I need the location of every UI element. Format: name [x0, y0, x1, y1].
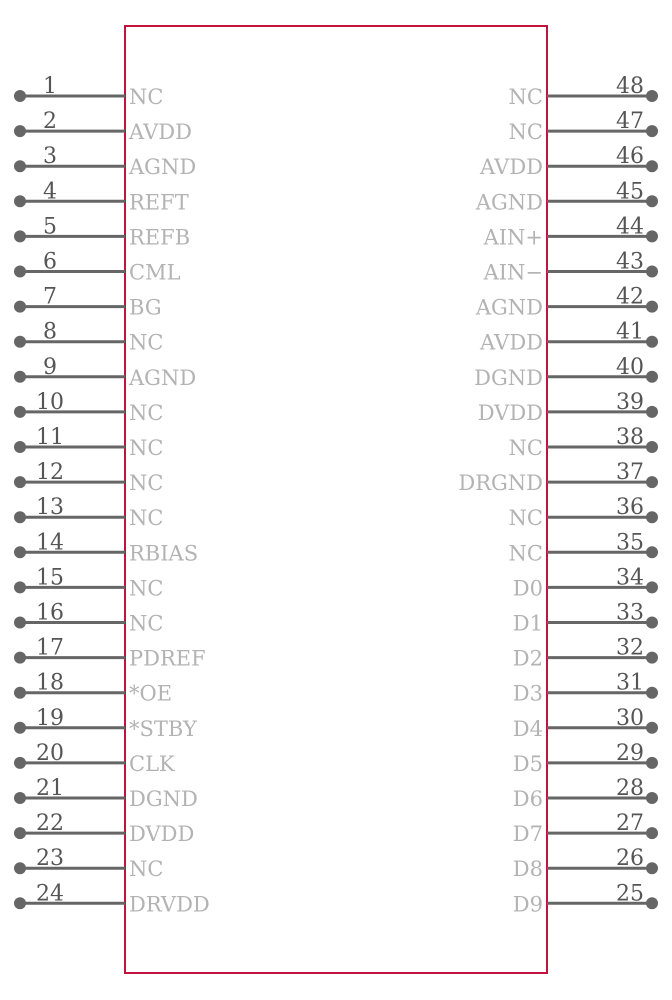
pin-34	[513, 565, 658, 600]
pin-9	[14, 355, 196, 390]
pin-terminal-dot	[646, 441, 658, 453]
pin-name: AVDD	[480, 330, 543, 355]
pin-terminal-dot	[14, 195, 26, 207]
pin-16	[14, 601, 163, 636]
pin-number: 41	[616, 319, 644, 345]
pin-terminal-dot	[14, 230, 26, 242]
pin-name: D5	[512, 751, 543, 776]
pin-number: 31	[616, 670, 644, 696]
pin-name: RBIAS	[129, 541, 199, 566]
pin-7	[14, 285, 162, 320]
pin-terminal-dot	[14, 546, 26, 558]
pin-number: 47	[616, 109, 644, 135]
pin-number: 12	[36, 460, 64, 486]
pin-terminal-dot	[646, 90, 658, 102]
pin-36	[509, 495, 658, 530]
pin-name: NC	[129, 85, 164, 109]
pin-number: 38	[616, 425, 644, 450]
pin-number: 24	[36, 881, 64, 907]
pin-number: 43	[616, 249, 644, 275]
pin-40	[474, 355, 658, 390]
pin-name: NC	[129, 611, 164, 636]
pin-name: *OE	[129, 681, 173, 706]
pin-terminal-dot	[646, 827, 658, 839]
pin-15	[14, 565, 163, 600]
pin-terminal-dot	[14, 862, 26, 874]
pin-name: D4	[512, 716, 543, 741]
pin-number: 32	[616, 635, 644, 661]
pin-2	[14, 109, 192, 144]
pin-name: DRVDD	[129, 892, 210, 917]
pin-number: 39	[616, 389, 644, 415]
pin-name: NC	[129, 400, 164, 425]
pin-terminal-dot	[14, 266, 26, 278]
pin-terminal-dot	[646, 581, 658, 593]
pin-29	[513, 741, 658, 776]
pin-terminal-dot	[646, 617, 658, 629]
pin-number: 46	[616, 144, 644, 170]
pin-4	[14, 179, 189, 214]
pin-number: 10	[36, 389, 64, 415]
pin-name: D2	[512, 646, 543, 671]
pin-terminal-dot	[646, 722, 658, 734]
pin-terminal-dot	[646, 336, 658, 348]
pin-name: D1	[512, 611, 543, 636]
pin-number: 14	[36, 530, 64, 556]
pin-35	[509, 530, 658, 565]
pin-32	[513, 636, 658, 671]
pin-39	[478, 390, 658, 425]
pin-number: 6	[43, 249, 57, 275]
pin-terminal-dot	[14, 301, 26, 313]
pin-17	[14, 636, 206, 671]
pin-47	[509, 109, 658, 144]
pin-name: AIN+	[483, 225, 543, 250]
pin-24	[14, 881, 210, 916]
pin-name: NC	[129, 330, 164, 355]
pin-number: 20	[36, 740, 64, 766]
pin-8	[14, 320, 163, 355]
pin-name: REFT	[129, 190, 189, 215]
pin-terminal-dot	[14, 581, 26, 593]
pin-number: 34	[616, 565, 644, 591]
pin-10	[14, 390, 163, 425]
pin-terminal-dot	[646, 230, 658, 242]
pin-5	[14, 214, 190, 249]
pin-31	[513, 671, 658, 706]
pin-name: DGND	[474, 365, 543, 390]
pin-name: DRGND	[458, 471, 543, 496]
pin-number: 8	[43, 319, 57, 345]
pin-27	[513, 811, 658, 846]
pin-terminal-dot	[14, 687, 26, 699]
pin-14	[14, 530, 198, 565]
pin-42	[475, 285, 658, 320]
pin-number: 2	[43, 109, 57, 135]
pin-number: 30	[616, 705, 644, 731]
pin-terminal-dot	[14, 336, 26, 348]
pin-12	[14, 460, 163, 495]
pin-18	[14, 671, 172, 706]
pin-number: 25	[616, 881, 644, 907]
pin-terminal-dot	[646, 125, 658, 137]
pin-name: AIN−	[483, 260, 543, 285]
pin-name: PDREF	[129, 646, 206, 671]
pin-terminal-dot	[646, 687, 658, 699]
pin-11	[14, 425, 163, 460]
pin-41	[479, 320, 658, 355]
pin-46	[479, 144, 658, 179]
pin-number: 22	[36, 811, 64, 837]
pin-1	[14, 74, 163, 109]
pin-21	[14, 776, 198, 811]
pin-number: 11	[36, 425, 64, 450]
pin-name: NC	[508, 85, 543, 109]
pin-45	[475, 179, 658, 214]
pin-number: 42	[616, 284, 644, 310]
pin-44	[483, 214, 658, 249]
pin-terminal-dot	[646, 160, 658, 172]
pin-25	[513, 881, 658, 916]
pin-19	[14, 706, 198, 741]
pin-name: D6	[512, 787, 543, 811]
pin-name: AGND	[129, 155, 197, 180]
pin-48	[509, 74, 658, 109]
pin-number: 45	[616, 179, 644, 205]
pin-13	[14, 495, 163, 530]
pin-number: 33	[616, 600, 644, 626]
pin-name: AVDD	[480, 155, 543, 180]
pin-name: NC	[129, 857, 164, 882]
pin-number: 3	[43, 144, 57, 170]
pin-terminal-dot	[646, 195, 658, 207]
right-pin-group	[458, 74, 658, 916]
pin-terminal-dot	[646, 301, 658, 313]
pin-terminal-dot	[646, 511, 658, 523]
pin-terminal-dot	[646, 757, 658, 769]
pin-name: CLK	[129, 751, 175, 776]
pin-number: 5	[43, 214, 57, 240]
pin-number: 26	[616, 846, 644, 872]
pin-terminal-dot	[646, 266, 658, 278]
pin-name: *STBY	[129, 716, 197, 741]
pin-22	[14, 811, 194, 846]
pin-name: BG	[129, 295, 162, 320]
pin-name: AGND	[475, 190, 543, 215]
pin-20	[14, 741, 175, 776]
pin-terminal-dot	[14, 897, 26, 909]
pin-number: 37	[616, 460, 644, 486]
pin-6	[14, 250, 181, 285]
pin-26	[513, 846, 658, 881]
left-pin-group	[14, 74, 210, 916]
pin-number: 19	[36, 705, 64, 731]
pin-terminal-dot	[646, 546, 658, 558]
pin-number: 29	[616, 740, 644, 766]
pin-number: 13	[36, 495, 64, 521]
pin-terminal-dot	[14, 792, 26, 804]
pin-number: 9	[43, 354, 57, 380]
pin-23	[14, 846, 163, 881]
pin-3	[14, 144, 196, 179]
pin-28	[513, 776, 658, 811]
pin-terminal-dot	[14, 652, 26, 664]
pin-number: 48	[616, 74, 644, 99]
pin-name: NC	[129, 576, 164, 601]
pin-number: 4	[43, 179, 57, 205]
pin-terminal-dot	[646, 371, 658, 383]
pin-name: NC	[508, 541, 543, 566]
pin-number: 16	[36, 600, 64, 626]
pin-name: AVDD	[129, 120, 192, 145]
pin-name: D0	[512, 576, 543, 601]
pin-name: AGND	[475, 295, 543, 320]
pin-terminal-dot	[646, 406, 658, 418]
pin-name: NC	[129, 506, 164, 531]
pin-number: 17	[36, 635, 64, 661]
pin-terminal-dot	[646, 476, 658, 488]
pin-terminal-dot	[14, 827, 26, 839]
pin-terminal-dot	[646, 792, 658, 804]
pin-43	[483, 250, 658, 285]
pin-terminal-dot	[14, 441, 26, 453]
pin-number: 7	[43, 284, 57, 310]
pin-terminal-dot	[14, 511, 26, 523]
pin-number: 1	[43, 74, 57, 99]
pin-number: 44	[616, 214, 644, 240]
pin-name: NC	[129, 436, 164, 460]
pin-name: NC	[508, 436, 543, 460]
pin-terminal-dot	[14, 160, 26, 172]
pin-name: DGND	[129, 787, 198, 811]
pin-38	[509, 425, 658, 460]
pin-number: 15	[36, 565, 64, 591]
pin-name: NC	[129, 471, 164, 496]
pin-37	[458, 460, 658, 495]
pin-name: DVDD	[477, 400, 543, 425]
pin-name: REFB	[129, 225, 191, 250]
pin-name: DVDD	[129, 822, 195, 847]
pin-number: 35	[616, 530, 644, 556]
pin-number: 28	[616, 776, 644, 801]
pin-name: D9	[512, 892, 543, 917]
pin-30	[513, 706, 658, 741]
pin-terminal-dot	[14, 371, 26, 383]
pin-number: 36	[616, 495, 644, 521]
pin-name: AGND	[129, 365, 197, 390]
pin-terminal-dot	[646, 897, 658, 909]
pin-33	[513, 601, 658, 636]
pin-terminal-dot	[14, 476, 26, 488]
pin-number: 21	[36, 776, 64, 801]
pin-terminal-dot	[14, 757, 26, 769]
pin-name: D8	[512, 857, 543, 882]
pin-name: NC	[508, 506, 543, 531]
pin-terminal-dot	[14, 125, 26, 137]
pin-name: CML	[129, 260, 181, 285]
pin-terminal-dot	[646, 652, 658, 664]
pin-number: 23	[36, 846, 64, 872]
pin-terminal-dot	[14, 722, 26, 734]
pin-terminal-dot	[14, 90, 26, 102]
pin-number: 18	[36, 670, 64, 696]
pin-name: D7	[512, 822, 543, 847]
pin-terminal-dot	[646, 862, 658, 874]
pin-number: 40	[616, 354, 644, 380]
pin-name: NC	[508, 120, 543, 145]
pin-number: 27	[616, 811, 644, 837]
pin-terminal-dot	[14, 406, 26, 418]
pin-name: D3	[512, 681, 543, 706]
pin-terminal-dot	[14, 617, 26, 629]
